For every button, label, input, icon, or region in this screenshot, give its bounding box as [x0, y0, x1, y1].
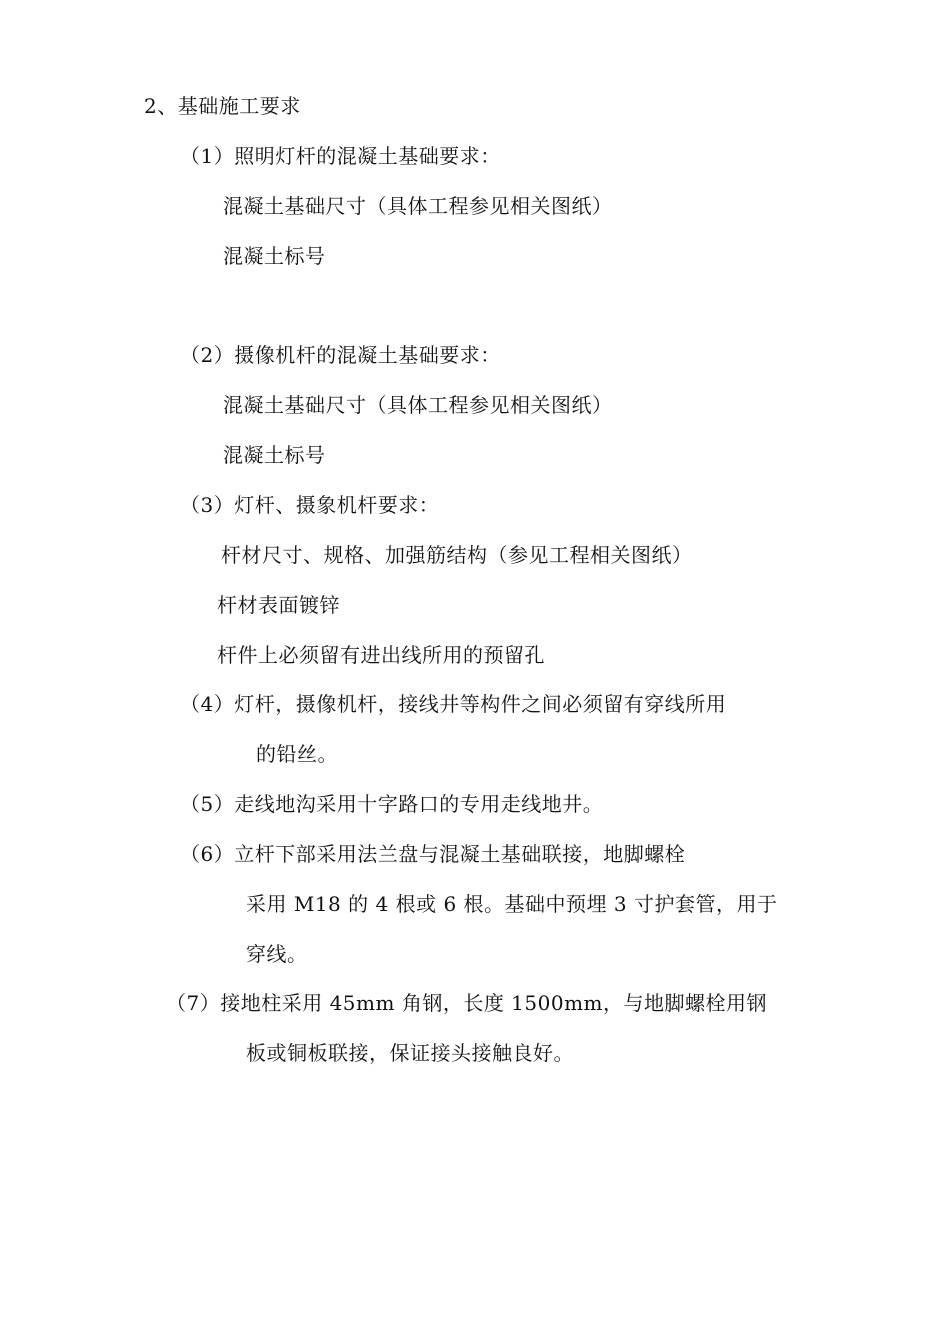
item-7-line-1: 板或铜板联接，保证接头接触良好。 [246, 1041, 574, 1065]
item-6-heading: （6）立杆下部采用法兰盘与混凝土基础联接，地脚螺栓 [180, 842, 686, 866]
item-4-line-1: 的铅丝。 [256, 742, 338, 766]
item-1-line-2: 混凝土标号 [223, 244, 326, 268]
item-6-line-2: 穿线。 [246, 942, 308, 966]
item-7-heading: （7）接地柱采用 45mm 角钢，长度 1500mm，与地脚螺栓用钢 [166, 991, 768, 1015]
item-3-line-3: 杆件上必须留有进出线所用的预留孔 [217, 643, 545, 667]
item-3-line-1: 杆材尺寸、规格、加强筋结构（参见工程相关图纸） [221, 543, 693, 567]
item-6-line-1: 采用 M18 的 4 根或 6 根。基础中预埋 3 寸护套管，用于 [246, 892, 778, 916]
section-title: 2、基础施工要求 [144, 94, 301, 118]
item-1-heading: （1）照明灯杆的混凝土基础要求： [180, 144, 501, 168]
item-2-line-2: 混凝土标号 [223, 443, 326, 467]
item-2-line-1: 混凝土基础尺寸（具体工程参见相关图纸） [223, 393, 613, 417]
item-1-line-1: 混凝土基础尺寸（具体工程参见相关图纸） [223, 194, 613, 218]
item-2-heading: （2）摄像机杆的混凝土基础要求： [180, 343, 501, 367]
item-4-heading: （4）灯杆，摄像机杆，接线井等构件之间必须留有穿线所用 [180, 692, 727, 716]
item-3-line-2: 杆材表面镀锌 [217, 593, 340, 617]
item-5-heading: （5）走线地沟采用十字路口的专用走线地井。 [180, 792, 604, 816]
item-3-heading: （3）灯杆、摄象机杆要求： [180, 493, 440, 517]
